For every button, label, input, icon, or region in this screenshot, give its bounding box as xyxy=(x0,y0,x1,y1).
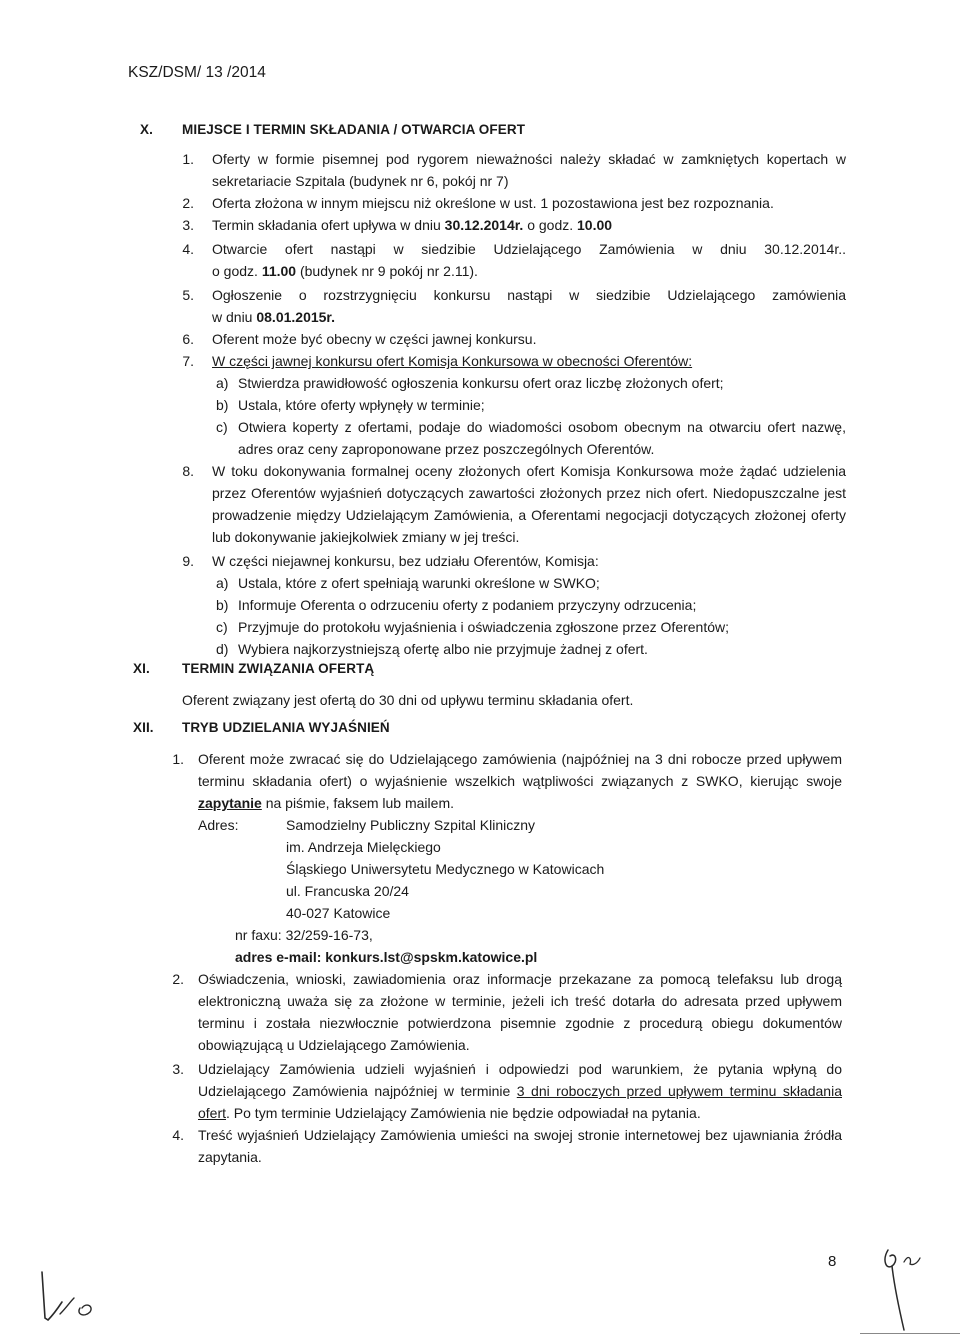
subitem-letter: c) xyxy=(216,419,228,435)
item-number: 5. xyxy=(182,287,194,303)
fax-number: nr faxu: 32/259-16-73, xyxy=(235,927,373,943)
address-label: Adres: xyxy=(198,817,239,833)
subitem-text: Otwiera koperty z ofertami, podaje do wiadomości osobom obecnym na otwarciu ofert nazwę, adres oraz ceny zaproponowane przez poszczególnych Oferentów. xyxy=(238,419,846,457)
item-number: 3. xyxy=(172,1061,184,1077)
section-xi-title: TERMIN ZWIĄZANIA OFERTĄ xyxy=(182,661,375,676)
section-x-number: X. xyxy=(140,122,153,137)
item-text: Oferty w formie pisemnej pod rygorem nieważności należy składać w zamkniętych kopertach w sekretariacie Szpitala (budynek nr 6, pokój nr 7) xyxy=(212,151,846,189)
document-reference: KSZ/DSM/ 13 /2014 xyxy=(128,64,266,81)
section-xi-number: XI. xyxy=(133,661,150,676)
item-text-line: Ogłoszenie o rozstrzygnięciu konkursu nastąpi w siedzibie Udzielającego zamówienia xyxy=(212,287,846,303)
subitem-text: Informuje Oferenta o odrzuceniu oferty z podaniem przyczyny odrzucenia; xyxy=(238,597,697,613)
item-number: 1. xyxy=(182,151,194,167)
item-number: 4. xyxy=(182,241,194,257)
item-number: 9. xyxy=(182,553,194,569)
item-text: Oferent może być obecny w części jawnej konkursu. xyxy=(212,331,537,347)
item-number: 3. xyxy=(182,217,194,233)
subitem-text: Ustala, które oferty wpłynęły w terminie; xyxy=(238,397,485,413)
item-text: Oświadczenia, wnioski, zawiadomienia oraz informacje przekazane za pomocą telefaksu lub drogą elektroniczną uważa się za złożone w terminie, jeżeli ich treść dotarła do adresata przed upływem terminu i została niezwłocznie potwierdzona pisemnie zgodnie z procedurą obiegu dokumentów obowiązującą u Udzielającego Zamówienia. xyxy=(198,971,842,1053)
subitem-letter: b) xyxy=(216,397,229,413)
item-text: W toku dokonywania formalnej oceny złożonych ofert Komisja Konkursowa może żądać udzielenia przez Oferentów wyjaśnień dotyczących zawartości złożonych przez nich ofert. Niedopuszczalne jest prowadzenie między Udzielającym Zamówienia, a Oferentami negocjacji dotyczących złożonej oferty lub dokonywanie jakiejkolwiek zmiany w jej treści. xyxy=(212,463,846,545)
subitem-text: Przyjmuje do protokołu wyjaśnienia i oświadczenia zgłoszone przez Oferentów; xyxy=(238,619,730,635)
address-line: Śląskiego Uniwersytetu Medycznego w Katowicach xyxy=(286,861,605,877)
subitem-letter: a) xyxy=(216,575,229,591)
address-line: Samodzielny Publiczny Szpital Kliniczny xyxy=(286,817,535,833)
scan-edge-line xyxy=(860,1333,960,1334)
subitem-letter: c) xyxy=(216,619,228,635)
deadline-emphasis: 3 dni roboczych przed upływem terminu składania ofert xyxy=(198,1083,842,1121)
subitem-letter: b) xyxy=(216,597,229,613)
address-line: 40-027 Katowice xyxy=(286,905,391,921)
item-number: 8. xyxy=(182,463,194,479)
email-address: adres e-mail: konkurs.lst@spskm.katowice.pl xyxy=(235,949,538,965)
handwritten-initials-right xyxy=(868,1240,948,1336)
subitem-letter: d) xyxy=(216,641,229,657)
item-number: 2. xyxy=(182,195,194,211)
item-text-line: o godz. 11.00 (budynek nr 9 pokój nr 2.11). xyxy=(212,263,478,279)
item-text: Termin składania ofert upływa w dniu 30.12.2014r. o godz. 10.00 xyxy=(212,217,613,233)
item-number: 1. xyxy=(172,751,184,767)
zapytanie-emphasis: zapytanie xyxy=(198,795,262,811)
subitem-text: Stwierdza prawidłowość ogłoszenia konkursu ofert oraz liczbę złożonych ofert; xyxy=(238,375,724,391)
item-number: 4. xyxy=(172,1127,184,1143)
item-number: 7. xyxy=(182,353,194,369)
item-text: Treść wyjaśnień Udzielający Zamówienia umieści na swojej stronie internetowej bez ujawniania źródła zapytania. xyxy=(198,1127,842,1165)
section-x-title: MIEJSCE I TERMIN SKŁADANIA / OTWARCIA OFERT xyxy=(182,122,526,137)
item-text: Oferta złożona w innym miejscu niż określone w ust. 1 pozostawiona jest bez rozpoznania. xyxy=(212,195,774,211)
item-text: Udzielający Zamówienia udzieli wyjaśnień i odpowiedzi pod warunkiem, że pytania wpłyną do Udzielającego Zamówienia najpóźniej w terminie 3 dni roboczych przed upływem terminu składania ofert. Po tym terminie Udzielający Zamówienia nie będzie odpowiadał na pytania. xyxy=(198,1061,842,1121)
item-text-line: w dniu 08.01.2015r. xyxy=(212,309,335,325)
section-xi-text: Oferent związany jest ofertą do 30 dni od upływu terminu składania ofert. xyxy=(182,692,634,708)
address-line: ul. Francuska 20/24 xyxy=(286,883,409,899)
section-xii-number: XII. xyxy=(133,720,154,735)
item-text-line: Otwarcie ofert nastąpi w siedzibie Udzielającego Zamówienia w dniu 30.12.2014r.. xyxy=(212,241,846,257)
item-number: 2. xyxy=(172,971,184,987)
item-text: Oferent może zwracać się do Udzielającego zamówienia (najpóźniej na 3 dni robocze przed upływem terminu składania ofert) o wyjaśnienie wszelkich wątpliwości związanych z SWKO, kierując swoje zapytanie na piśmie, faksem lub mailem. xyxy=(198,751,842,811)
item-title: W części jawnej konkursu ofert Komisja Konkursowa w obecności Oferentów: xyxy=(212,353,693,369)
item-number: 6. xyxy=(182,331,194,347)
subitem-text: Ustala, które z ofert spełniają warunki określone w SWKO; xyxy=(238,575,600,591)
page-number: 8 xyxy=(828,1253,837,1270)
subitem-text: Wybiera najkorzystniejszą ofertę albo nie przyjmuje żadnej z ofert. xyxy=(238,641,648,657)
section-xii-title: TRYB UDZIELANIA WYJAŚNIEŃ xyxy=(182,720,390,735)
handwritten-initials-left xyxy=(36,1268,116,1328)
item-title: W części niejawnej konkursu, bez udziału Oferentów, Komisja: xyxy=(212,553,599,569)
address-line: im. Andrzeja Mielęckiego xyxy=(286,839,441,855)
subitem-letter: a) xyxy=(216,375,229,391)
